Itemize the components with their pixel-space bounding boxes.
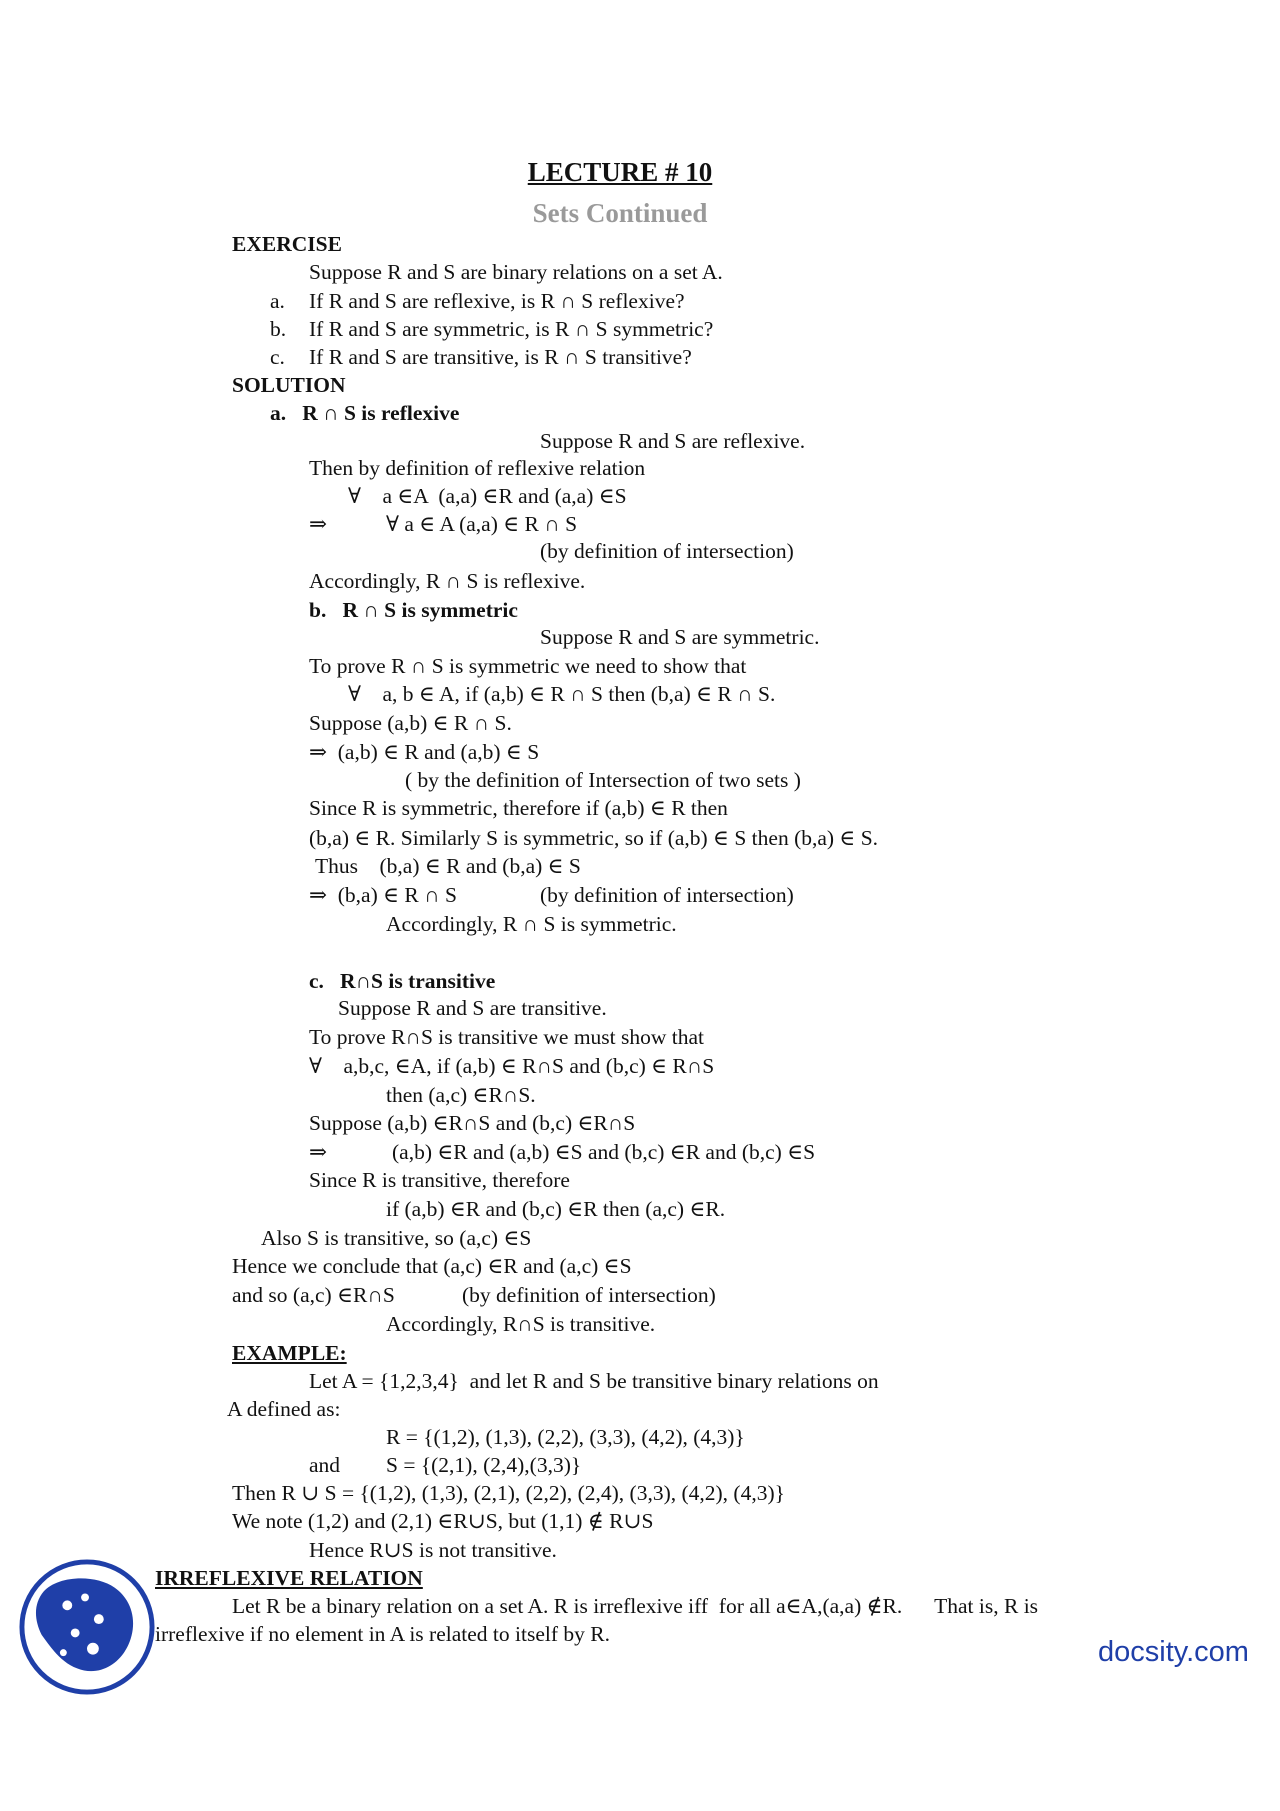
part-c-line: (a,b) ∈R and (a,b) ∈S and (b,c) ∈R and (b,c) ∈S bbox=[392, 1140, 816, 1164]
part-b-heading: b. R ∩ S is symmetric bbox=[309, 598, 518, 622]
exercise-marker-b: b. bbox=[270, 317, 287, 341]
part-a-line: ∀ a ∈A (a,a) ∈R and (a,a) ∈S bbox=[348, 484, 627, 508]
irreflexive-line: Let R be a binary relation on a set A. R is irreflexive iff for all a∈A,(a,a) ∉R. That is, R is bbox=[232, 1594, 1039, 1618]
exercise-heading: EXERCISE bbox=[232, 232, 342, 256]
part-c-line: ∀ a,b,c, ∈A, if (a,b) ∈ R∩S and (b,c) ∈ R∩S bbox=[309, 1054, 715, 1078]
part-c-line: then (a,c) ∈R∩S. bbox=[386, 1083, 536, 1107]
part-a-line: (by definition of intersection) bbox=[540, 539, 794, 563]
exercise-intro: Suppose R and S are binary relations on a set A. bbox=[309, 260, 723, 284]
part-b-line: ( by the definition of Intersection of two sets ) bbox=[405, 768, 801, 792]
page-title: LECTURE # 10 bbox=[527, 157, 713, 187]
example-line: Hence R∪S is not transitive. bbox=[309, 1538, 557, 1562]
part-b-line: Suppose (a,b) ∈ R ∩ S. bbox=[309, 711, 512, 735]
part-a-line: ∀ a ∈ A (a,a) ∈ R ∩ S bbox=[386, 512, 578, 536]
example-line: Then R ∪ S = {(1,2), (1,3), (2,1), (2,2), (2,4), (3,3), (4,2), (4,3)} bbox=[232, 1481, 785, 1505]
docsity-logo-icon bbox=[18, 1558, 156, 1696]
part-a-line: Accordingly, R ∩ S is reflexive. bbox=[309, 569, 586, 593]
page-subtitle: Sets Continued bbox=[532, 198, 708, 228]
example-line: A defined as: bbox=[227, 1397, 341, 1421]
brand-link[interactable]: docsity.com bbox=[1098, 1636, 1249, 1668]
part-c-line: if (a,b) ∈R and (b,c) ∈R then (a,c) ∈R. bbox=[386, 1197, 726, 1221]
part-a-line: Suppose R and S are reflexive. bbox=[540, 429, 806, 453]
part-b-line: Accordingly, R ∩ S is symmetric. bbox=[386, 912, 677, 936]
exercise-item-b: If R and S are symmetric, is R ∩ S symmetric? bbox=[309, 317, 714, 341]
example-line: R = {(1,2), (1,3), (2,2), (3,3), (4,2), (4,3)} bbox=[386, 1425, 745, 1449]
part-b-line: Thus (b,a) ∈ R and (b,a) ∈ S bbox=[315, 854, 581, 878]
part-c-line: Suppose R and S are transitive. bbox=[338, 996, 607, 1020]
part-b-line: To prove R ∩ S is symmetric we need to show that bbox=[309, 654, 747, 678]
part-c-line: To prove R∩S is transitive we must show that bbox=[309, 1025, 705, 1049]
part-c-heading: c. R∩S is transitive bbox=[309, 969, 496, 993]
exercise-marker-a: a. bbox=[270, 289, 285, 313]
part-c-line: (by definition of intersection) bbox=[462, 1283, 716, 1307]
irreflexive-line: irreflexive if no element in A is related to itself by R. bbox=[155, 1622, 610, 1646]
implies-symbol: ⇒ bbox=[309, 1140, 328, 1164]
example-heading: EXAMPLE: bbox=[232, 1341, 347, 1365]
part-a-heading: a. R ∩ S is reflexive bbox=[270, 401, 460, 425]
irreflexive-heading: IRREFLEXIVE RELATION bbox=[155, 1566, 423, 1590]
example-line: Let A = {1,2,3,4} and let R and S be transitive binary relations on bbox=[309, 1369, 879, 1393]
part-c-line: and so (a,c) ∈R∩S bbox=[232, 1283, 395, 1307]
solution-heading: SOLUTION bbox=[232, 373, 346, 397]
part-c-line: Since R is transitive, therefore bbox=[309, 1168, 570, 1192]
example-line: We note (1,2) and (2,1) ∈R∪S, but (1,1) ∉ R∪S bbox=[232, 1509, 654, 1533]
part-c-line: Accordingly, R∩S is transitive. bbox=[386, 1312, 656, 1336]
example-line: and bbox=[309, 1453, 341, 1477]
exercise-item-a: If R and S are reflexive, is R ∩ S reflexive? bbox=[309, 289, 685, 313]
exercise-item-c: If R and S are transitive, is R ∩ S transitive? bbox=[309, 345, 692, 369]
part-b-line: (b,a) ∈ R. Similarly S is symmetric, so if (a,b) ∈ S then (b,a) ∈ S. bbox=[309, 826, 879, 850]
example-line: S = {(2,1), (2,4),(3,3)} bbox=[386, 1453, 582, 1477]
implies-symbol: ⇒ bbox=[309, 512, 328, 536]
part-b-line: Suppose R and S are symmetric. bbox=[540, 625, 820, 649]
part-b-line: ∀ a, b ∈ A, if (a,b) ∈ R ∩ S then (b,a) ∈ R ∩ S. bbox=[348, 682, 776, 706]
part-c-line: Suppose (a,b) ∈R∩S and (b,c) ∈R∩S bbox=[309, 1111, 636, 1135]
part-b-line: (by definition of intersection) bbox=[540, 883, 794, 907]
part-c-line: Also S is transitive, so (a,c) ∈S bbox=[261, 1226, 532, 1250]
part-a-line: Then by definition of reflexive relation bbox=[309, 456, 646, 480]
exercise-marker-c: c. bbox=[270, 345, 285, 369]
part-b-line: ⇒ (b,a) ∈ R ∩ S bbox=[309, 883, 457, 907]
part-b-line: Since R is symmetric, therefore if (a,b) ∈ R then bbox=[309, 796, 728, 820]
part-c-line: Hence we conclude that (a,c) ∈R and (a,c) ∈S bbox=[232, 1254, 632, 1278]
part-b-line: ⇒ (a,b) ∈ R and (a,b) ∈ S bbox=[309, 740, 540, 764]
